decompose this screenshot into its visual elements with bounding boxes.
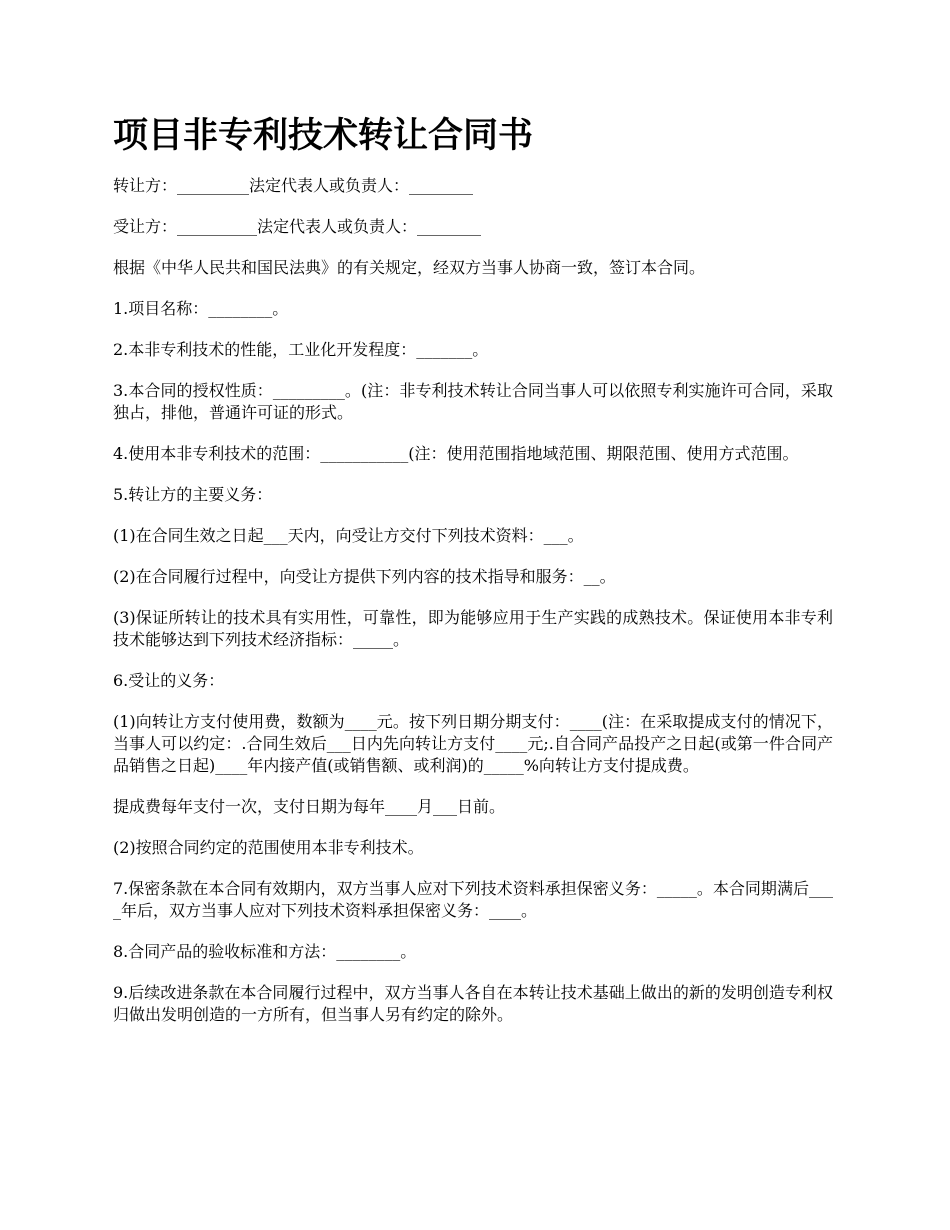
- preamble-paragraph: 根据《中华人民共和国民法典》的有关规定，经双方当事人协商一致，签订本合同。: [113, 258, 706, 277]
- clause-6-heading: 6.受让的义务：: [113, 671, 225, 690]
- clause-6-item-1: (1)向转让方支付使用费，数额为____元。按下列日期分期支付：____(注：在采取提成支付的情况下，当事人可以约定：.合同生效后___日内先向转让方支付____元;.自合同产品投产之日起(或第一件合同产品销售之日起)____年内接产值(或销售额、或利润)的_____%向转让方支付提成费。: [113, 712, 833, 775]
- clause-5-item-3: (3)保证所转让的技术具有实用性，可靠性，即为能够应用于生产实践的成熟技术。保证使用本非专利技术能够达到下列技术经济指标：_____。: [113, 608, 833, 649]
- clause-5-heading: 5.转让方的主要义务：: [113, 485, 273, 504]
- document-page: [113, 108, 833, 1045]
- clause-6-payment-schedule: 提成费每年支付一次，支付日期为每年____月___日前。: [113, 797, 506, 816]
- clause-6-item-2: (2)按照合同约定的范围使用本非专利技术。: [113, 838, 424, 857]
- transferor-line: 转让方：_________法定代表人或负责人：________: [113, 176, 474, 195]
- clause-4-usage-scope: 4.使用本非专利技术的范围：___________(注：使用范围指地域范围、期限范围、使用方式范围。: [113, 444, 799, 463]
- clause-7-confidentiality: 7.保密条款在本合同有效期内，双方当事人应对下列技术资料承担保密义务：_____。本合同期满后____年后，双方当事人应对下列技术资料承担保密义务：____。: [113, 879, 833, 920]
- clause-8-acceptance: 8.合同产品的验收标准和方法：________。: [113, 942, 417, 961]
- transferee-line: 受让方：__________法定代表人或负责人：________: [113, 217, 482, 236]
- document-title: 项目非专利技术转让合同书: [113, 116, 534, 156]
- clause-2-performance: 2.本非专利技术的性能，工业化开发程度：_______。: [113, 340, 489, 359]
- clause-3-license-nature: 3.本合同的授权性质：_________。(注：非专利技术转让合同当事人可以依照专利实施许可合同，采取独占，排他，普通许可证的形式。: [113, 381, 833, 422]
- clause-1-project-name: 1.项目名称：________。: [113, 299, 289, 318]
- clause-5-item-1: (1)在合同生效之日起___天内，向受让方交付下列技术资料：___。: [113, 526, 584, 545]
- clause-5-item-2: (2)在合同履行过程中，向受让方提供下列内容的技术指导和服务：__。: [113, 567, 616, 586]
- clause-9-improvements: 9.后续改进条款在本合同履行过程中，双方当事人各自在本转让技术基础上做出的新的发明创造专利权归做出发明创造的一方所有，但当事人另有约定的除外。: [113, 983, 833, 1024]
